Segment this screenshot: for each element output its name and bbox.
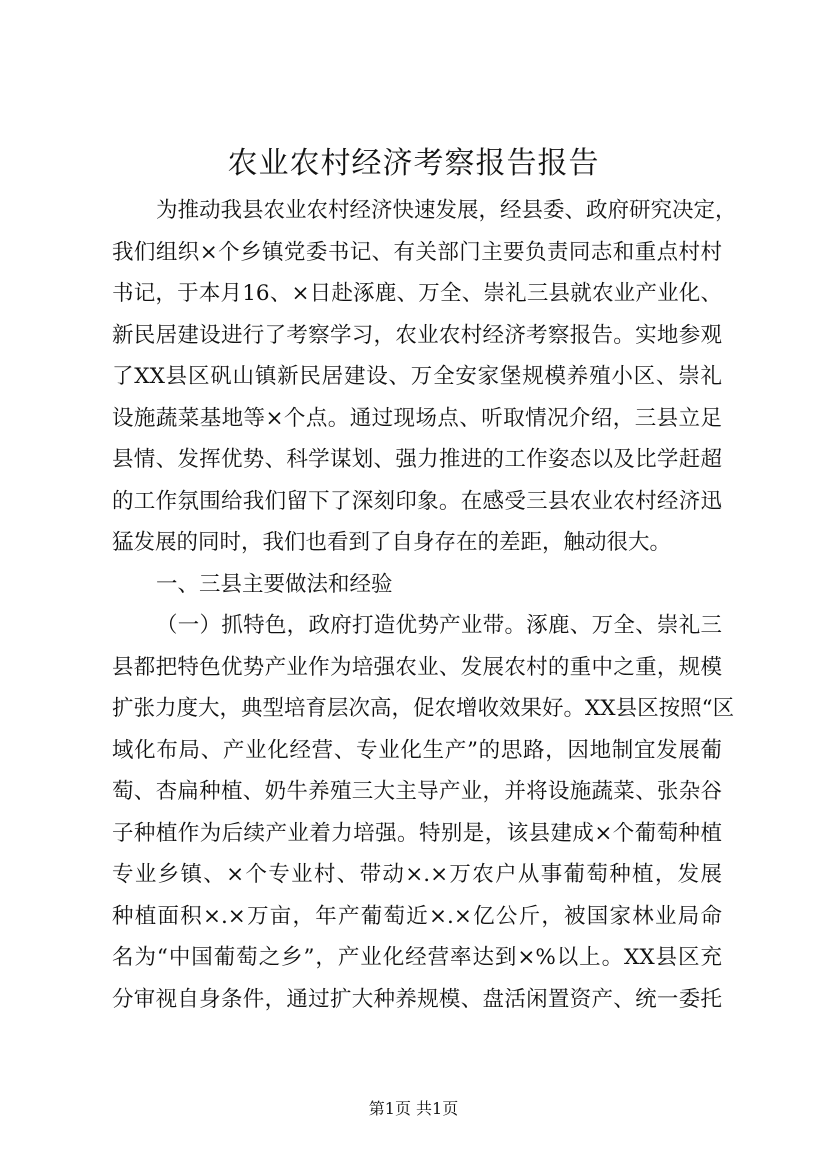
- document-title: 农业农村经济考察报告报告: [227, 146, 600, 181]
- page-footer: 第1页 共1页: [368, 1099, 459, 1118]
- paragraph-line: 县情、发挥优势、科学谋划、强力推进的工作姿态以及比学赶超: [112, 447, 722, 472]
- paragraph-line: 猛发展的同时，我们也看到了自身存在的差距，触动很大。: [112, 530, 672, 555]
- paragraph-line: 专业乡镇、×个专业村、带动×.×万农户从事葡萄种植，发展: [112, 862, 722, 887]
- paragraph-line: 县都把特色优势产业作为培强农业、发展农村的重中之重，规模: [112, 654, 722, 680]
- paragraph-line: 子种植作为后续产业着力培强。特别是，该县建成×个葡萄种植: [112, 820, 722, 846]
- paragraph-line: 萄、杏扁种植、奶牛养殖三大主导产业，并将设施蔬菜、张杂谷: [112, 779, 722, 804]
- paragraph-line: 了XX县区矾山镇新民居建设、万全安家堡规模养殖小区、崇礼: [112, 364, 722, 389]
- section-heading: 一、三县主要做法和经验: [156, 571, 393, 597]
- paragraph-line: 为推动我县农业农村经济快速发展，经县委、政府研究决定，: [156, 198, 737, 223]
- paragraph-line: 种植面积×.×万亩，年产葡萄近×.×亿公斤，被国家林业局命: [112, 903, 722, 929]
- paragraph-line: （一）抓特色，政府打造优势产业带。涿鹿、万全、崇礼三: [156, 613, 722, 638]
- paragraph-line: 设施蔬菜基地等×个点。通过现场点、听取情况介绍，三县立足: [112, 405, 722, 431]
- paragraph-line: 域化布局、产业化经营、专业化生产”的思路，因地制宜发展葡: [112, 737, 722, 763]
- paragraph-line: 书记，于本月16、×日赴涿鹿、万全、崇礼三县就农业产业化、: [112, 281, 722, 306]
- paragraph-line: 的工作氛围给我们留下了深刻印象。在感受三县农业农村经济迅: [112, 488, 722, 514]
- paragraph-line: 扩张力度大，典型培育层次高，促农增收效果好。XX县区按照“区: [112, 696, 735, 721]
- paragraph-line: 新民居建设进行了考察学习，农业农村经济考察报告。实地参观: [112, 322, 722, 348]
- document-body: [112, 190, 737, 1020]
- paragraph-line: 分审视自身条件，通过扩大种养规模、盘活闲置资产、统一委托: [112, 986, 722, 1012]
- paragraph-line: 我们组织×个乡镇党委书记、有关部门主要负责同志和重点村村: [112, 239, 722, 265]
- paragraph-line: 名为“中国葡萄之乡”，产业化经营率达到×%以上。XX县区充: [112, 945, 722, 970]
